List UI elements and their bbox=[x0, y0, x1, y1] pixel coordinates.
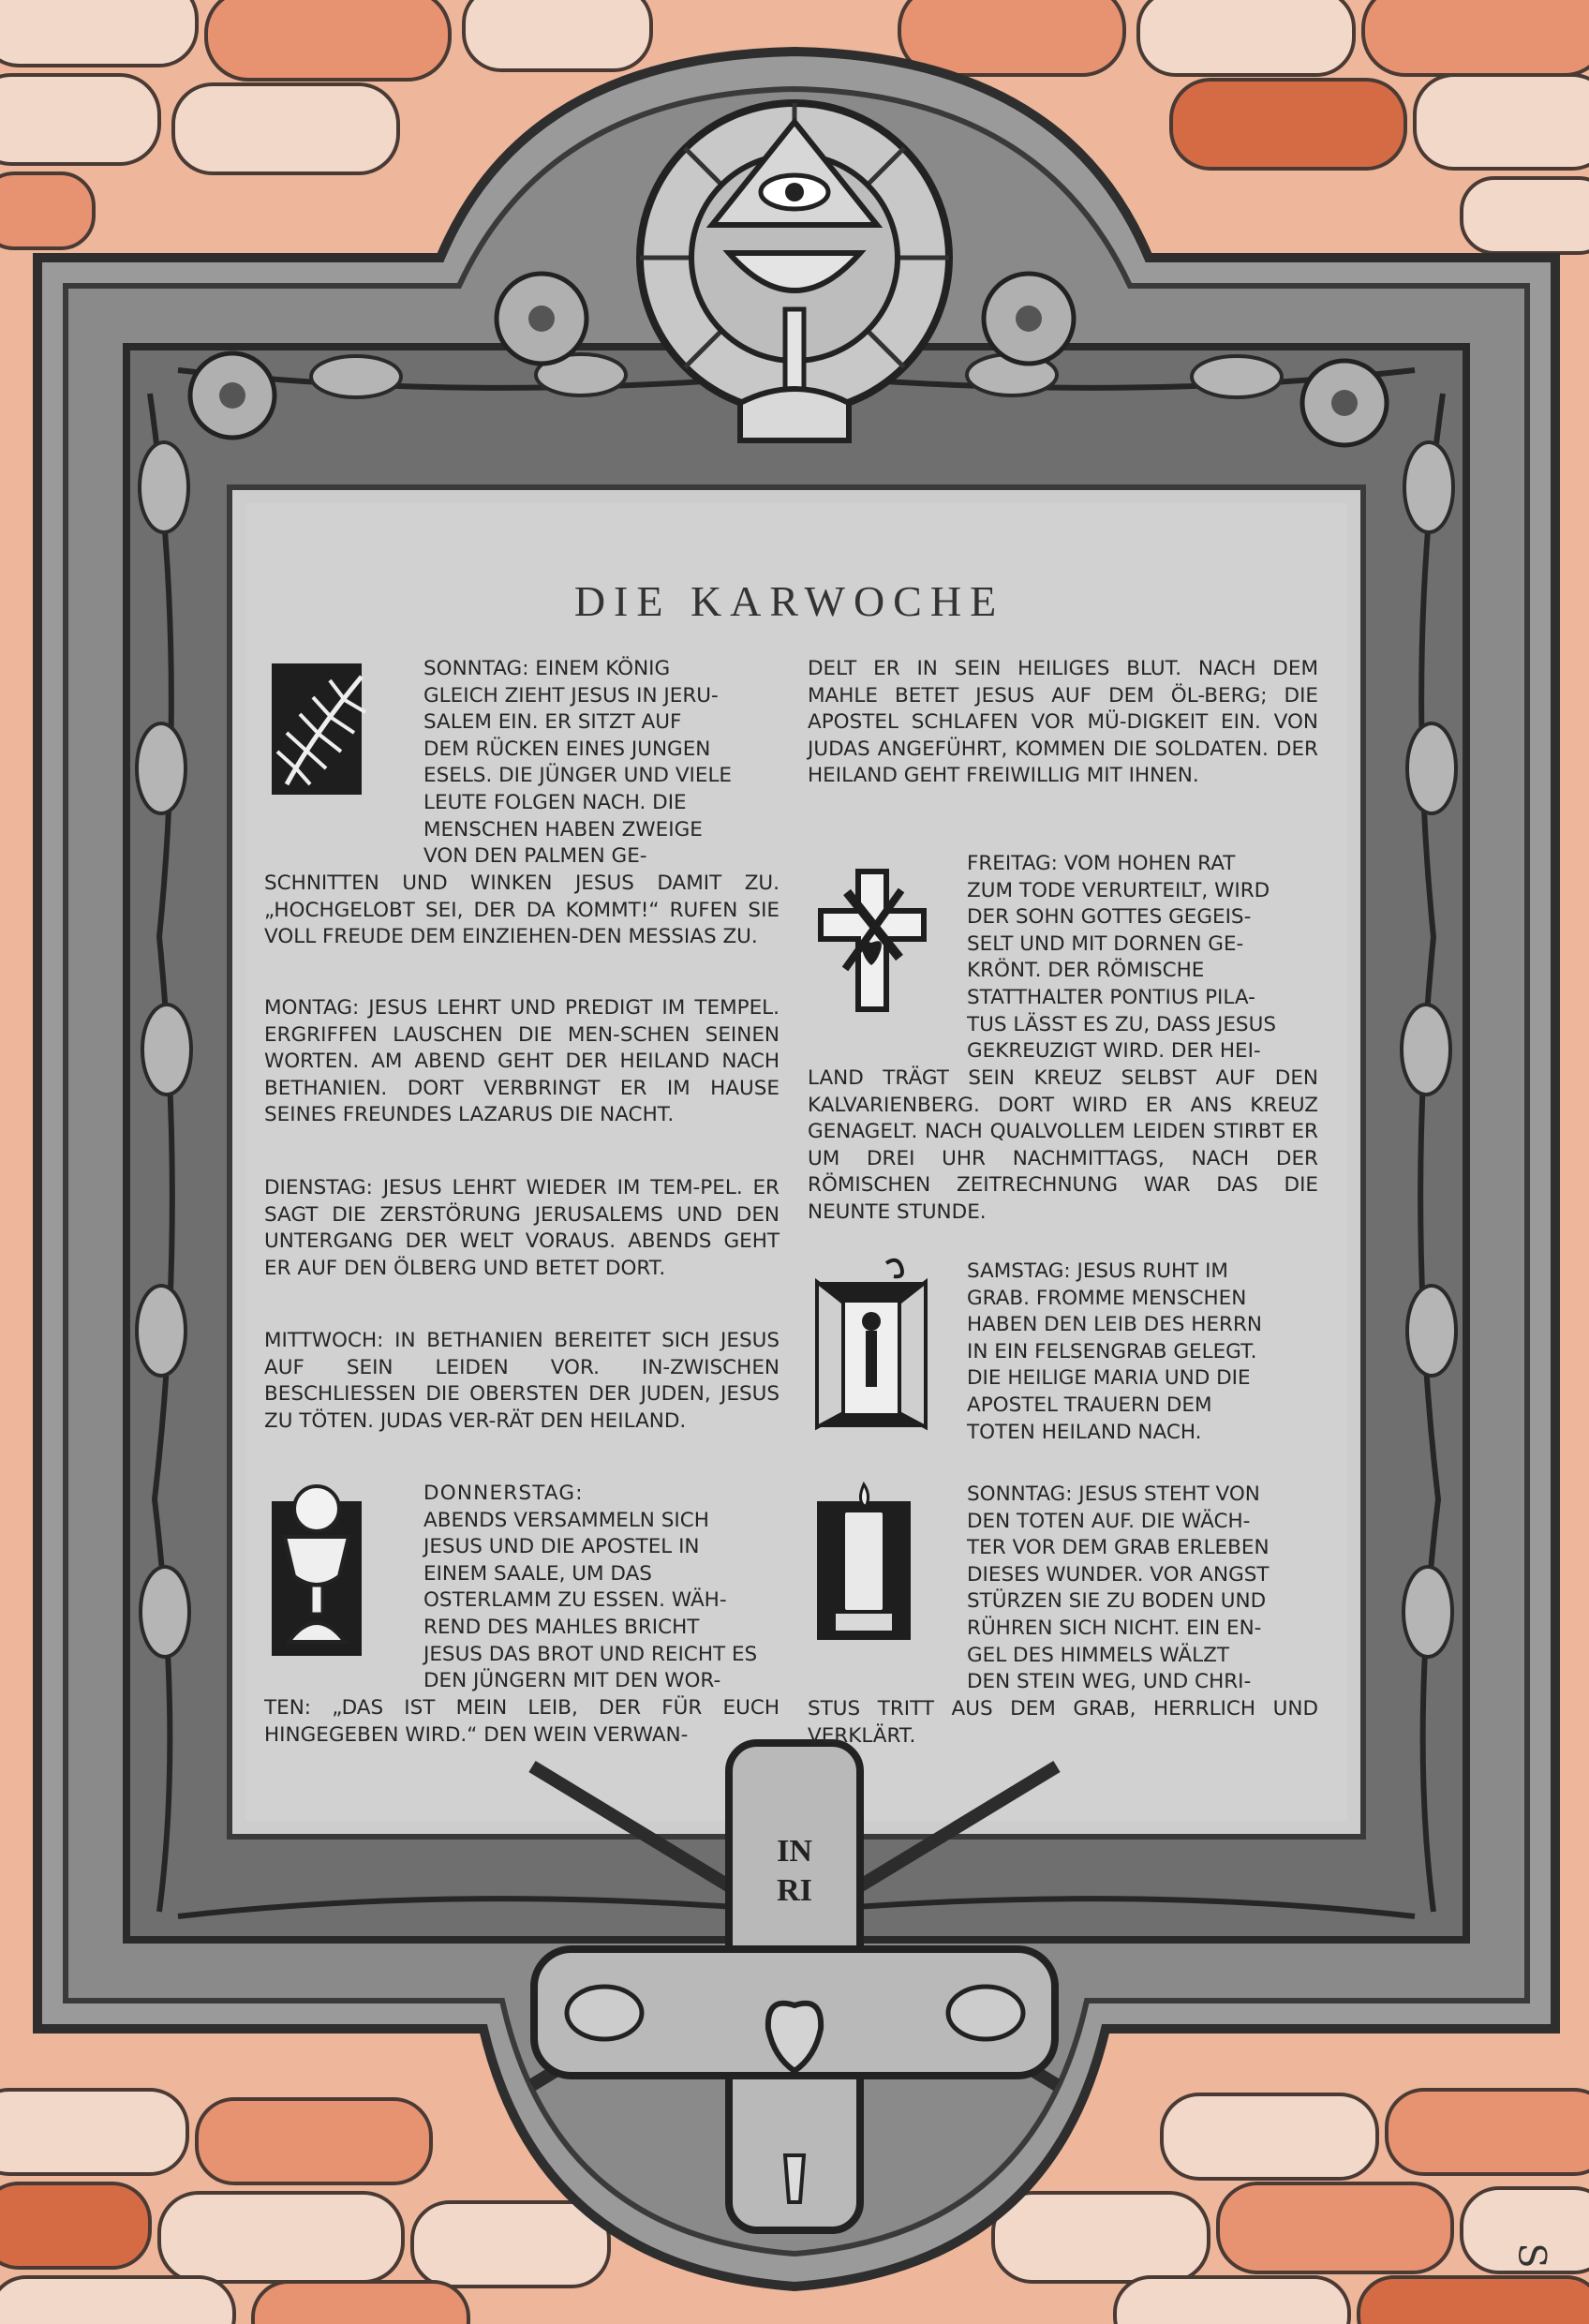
entry-line: DEN TOTEN AUF. DIE WÄCH- bbox=[967, 1509, 1251, 1533]
entry-wednesday: MITTWOCH: IN BETHANIEN BEREITET SICH JESUS AUF SEIN LEIDEN VOR. IN-ZWISCHEN BESCHLIESSEN DIE OBERSTEN DER JUDEN, JESUS ZU TÖTEN. JUDAS VER-RÄT DEN HEILAND. bbox=[264, 1329, 780, 1433]
entry-line: RÜHREN SICH NICHT. EIN EN- bbox=[967, 1616, 1262, 1640]
entry-holy-thursday-cont: TEN: „DAS IST MEIN LEIB, DER FÜR EUCH HINGEGEBEN WIRD.“ DEN WEIN VERWAN- bbox=[264, 1696, 780, 1747]
palm-branch-icon bbox=[268, 658, 369, 798]
entry-line: JESUS UND DIE APOSTEL IN bbox=[423, 1535, 700, 1559]
entry-line: DIESES WUNDER. VOR ANGST bbox=[967, 1562, 1270, 1587]
entry-line: SONNTAG: JESUS STEHT VON bbox=[967, 1482, 1260, 1506]
inri-line-1: IN bbox=[777, 1834, 812, 1869]
entry-line: SONNTAG: EINEM KÖNIG bbox=[423, 657, 671, 680]
entry-line: REND DES MAHLES BRICHT bbox=[423, 1615, 700, 1639]
entry-holy-thursday bbox=[423, 1481, 780, 1695]
entry-line: DIE HEILIGE MARIA UND DIE bbox=[967, 1366, 1251, 1391]
entry-easter-sunday-cont: STUS TRITT AUS DEM GRAB, HERRLICH UND VERKLÄRT. bbox=[808, 1697, 1318, 1748]
entry-line: MENSCHEN HABEN ZWEIGE bbox=[423, 817, 703, 842]
entry-line: SELT UND MIT DORNEN GE- bbox=[967, 931, 1244, 956]
entry-line: TOTEN HEILAND NACH. bbox=[967, 1420, 1202, 1444]
entry-line: GEKREUZIGT WIRD. DER HEI- bbox=[967, 1039, 1261, 1064]
entry-line: VON DEN PALMEN GE- bbox=[423, 844, 647, 869]
entry-line: ZUM TODE VERURTEILT, WIRD bbox=[967, 878, 1270, 902]
entry-line: LEUTE FOLGEN NACH. DIE bbox=[423, 790, 687, 814]
entry-line: EINEM SAALE, UM DAS bbox=[423, 1561, 652, 1586]
cross-nails-icon bbox=[809, 864, 936, 1019]
entry-line: JESUS DAS BROT UND REICHT ES bbox=[423, 1642, 758, 1666]
entry-line: TUS LÄSST ES ZU, DASS JESUS bbox=[967, 1012, 1276, 1036]
entry-line: GRAB. FROMME MENSCHEN bbox=[967, 1286, 1247, 1310]
entry-line: KRÖNT. DER RÖMISCHE bbox=[967, 959, 1205, 983]
entry-line: DEM RÜCKEN EINES JUNGEN bbox=[423, 737, 711, 761]
entry-line: SAMSTAG: JESUS RUHT IM bbox=[967, 1259, 1228, 1283]
entry-line: SALEM EIN. ER SITZT AUF bbox=[423, 710, 682, 735]
entry-line: GLEICH ZIEHT JESUS IN JERU- bbox=[423, 683, 719, 708]
open-tomb-icon bbox=[811, 1254, 931, 1434]
easter-candle-icon bbox=[811, 1481, 916, 1645]
entry-line: FREITAG: VOM HOHEN RAT bbox=[967, 852, 1236, 875]
entry-line: DONNERSTAG: bbox=[423, 1482, 584, 1505]
inri-line-2: RI bbox=[777, 1873, 812, 1908]
entry-palm-sunday-cont: SCHNITTEN UND WINKEN JESUS DAMIT ZU. „HOCHGELOBT SEI, DER DA KOMMT!“ RUFEN SIE VOLL FREUDE DEM EINZIEHEN-DEN MESSIAS ZU. bbox=[264, 872, 780, 949]
entry-line: STATTHALTER PONTIUS PILA- bbox=[967, 985, 1255, 1009]
entry-line: DEN STEIN WEG, UND CHRI- bbox=[967, 1670, 1252, 1694]
entry-line: ABENDS VERSAMMELN SICH bbox=[423, 1508, 709, 1532]
entry-holy-saturday bbox=[967, 1259, 1318, 1446]
entry-line: TER VOR DEM GRAB ERLEBEN bbox=[967, 1536, 1270, 1560]
entry-line: OSTERLAMM ZU ESSEN. WÄH- bbox=[423, 1588, 727, 1613]
entry-line: DEN JÜNGERN MIT DEN WOR- bbox=[423, 1669, 721, 1693]
entry-line: APOSTEL TRAUERN DEM bbox=[967, 1393, 1212, 1417]
artist-monogram: S bbox=[1509, 2242, 1553, 2269]
entry-line: IN EIN FELSENGRAB GELEGT. bbox=[967, 1339, 1257, 1363]
entry-line: DER SOHN GOTTES GEGEIS- bbox=[967, 905, 1252, 930]
page-title: DIE KARWOCHE bbox=[573, 577, 1005, 625]
entry-palm-sunday bbox=[423, 656, 780, 871]
entry-thursday-cont-right: DELT ER IN SEIN HEILIGES BLUT. NACH DEM MAHLE BETET JESUS AUF DEM ÖL-BERG; DIE APOSTEL SCHLAFEN VOR MÜ-DIGKEIT EIN. VON JUDAS ANGEFÜHRT, KOMMEN DIE SOLDATEN. DER HEILAND GEHT FREIWILLIG MIT IHNEN. bbox=[808, 657, 1318, 788]
entry-line: STÜRZEN SIE ZU BODEN UND bbox=[967, 1589, 1267, 1614]
entry-easter-sunday bbox=[967, 1482, 1318, 1696]
entry-line: HABEN DEN LEIB DES HERRN bbox=[967, 1313, 1263, 1337]
entry-tuesday: DIENSTAG: JESUS LEHRT WIEDER IM TEM-PEL. ER SAGT DIE ZERSTÖRUNG JERUSALEMS UND DEN UNTERGANG DER WELT VORAUS. ABENDS GEHT ER AUF DEN ÖLBERG UND BETET DORT. bbox=[264, 1176, 780, 1280]
entry-line: GEL DES HIMMELS WÄLZT bbox=[967, 1643, 1229, 1667]
entry-monday: MONTAG: JESUS LEHRT UND PREDIGT IM TEMPEL. ERGRIFFEN LAUSCHEN DIE MEN-SCHEN SEINEN WORTEN. AM ABEND GEHT DER HEILAND NACH BETHANIEN. DORT VERBRINGT ER IM HAUSE SEINES FREUNDES LAZARUS DIE NACHT. bbox=[264, 996, 780, 1127]
chalice-host-icon bbox=[268, 1482, 369, 1661]
entry-good-friday-cont: LAND TRÄGT SEIN KREUZ SELBST AUF DEN KALVARIENBERG. DORT WIRD ER ANS KREUZ GENAGELT. NACH QUALVOLLEM LEIDEN STIRBT ER UM DREI UHR NACHMITTAGS, NACH DER RÖMISCHEN ZEITRECHNUNG WAR DAS DIE NEUNTE STUNDE. bbox=[808, 1066, 1318, 1224]
inri-inscription bbox=[757, 1832, 832, 1911]
entry-good-friday bbox=[967, 851, 1318, 1065]
entry-line: ESELS. DIE JÜNGER UND VIELE bbox=[423, 764, 733, 788]
